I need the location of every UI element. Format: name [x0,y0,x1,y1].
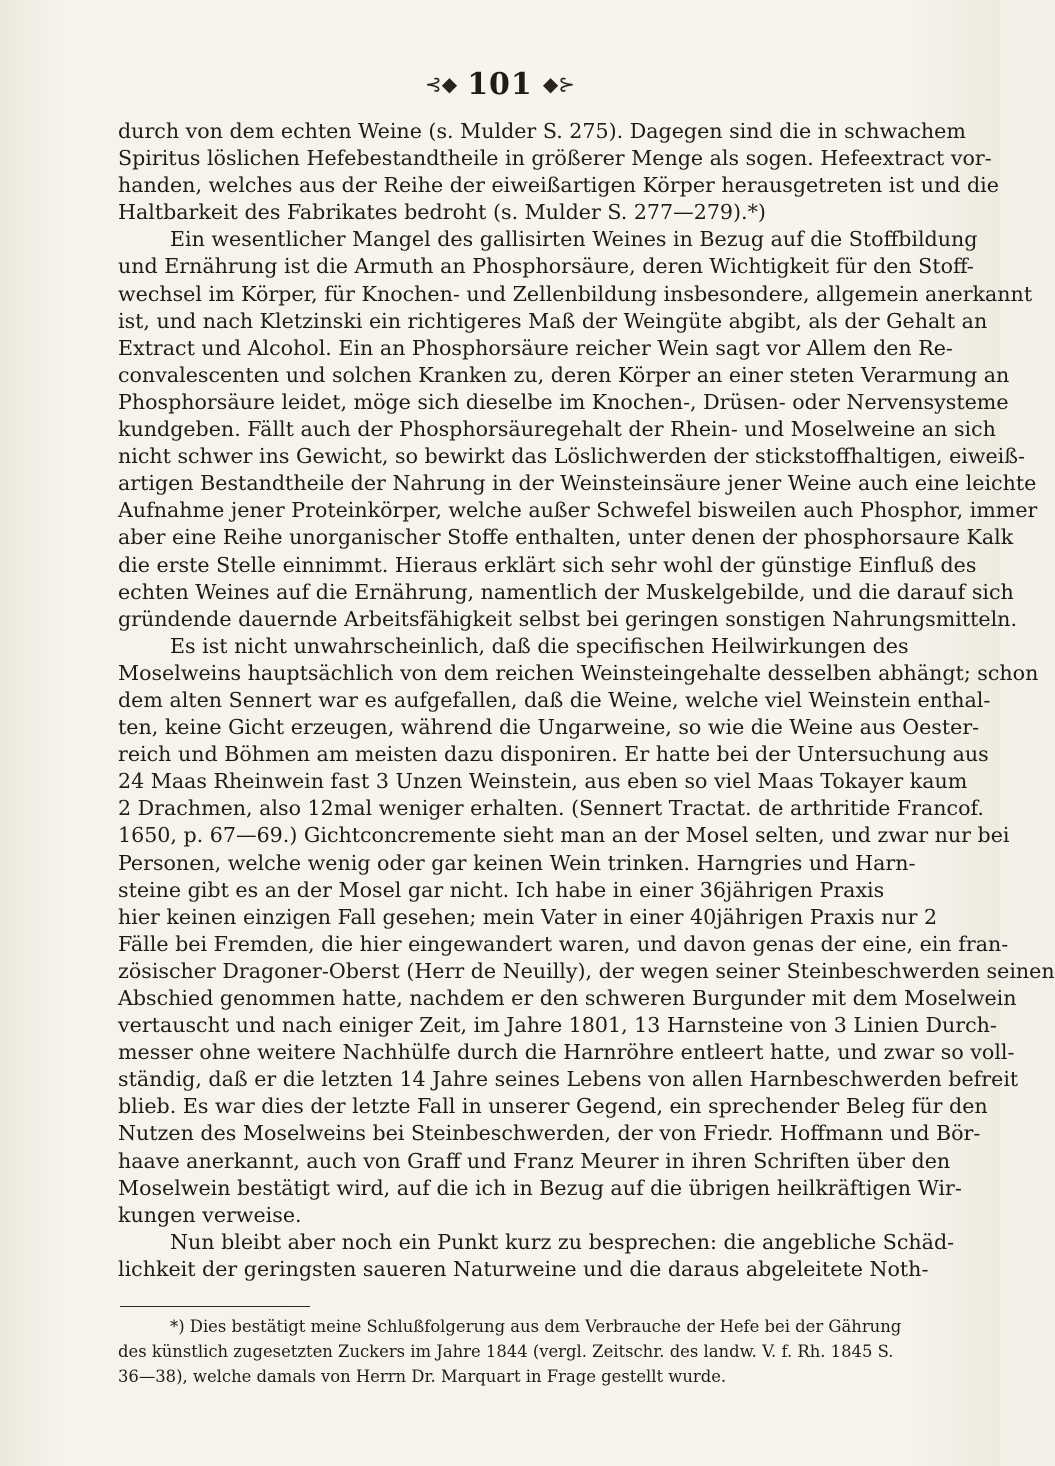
text-line: Abschied genommen hatte, nachdem er den schweren Burgunder mit dem Moselwein [118,986,1017,1010]
page-number: 101 [467,66,533,102]
text-line: 24 Maas Rheinwein fast 3 Unzen Weinstein, aus eben so viel Maas Tokayer kaum [118,769,968,794]
paragraph [118,1229,955,1283]
text-line: nicht schwer ins Gewicht, so bewirkt das Löslichwerden der stickstoffhaltigen, eiweiß- [118,444,1025,469]
paragraph [118,226,1038,632]
footnote [118,1314,902,1389]
paragraph [118,118,999,226]
text-line: Moselwein bestätigt wird, auf die ich in Bezug auf die übrigen heilkräftigen Wir- [118,1175,962,1200]
text-line: Fälle bei Fremden, die hier eingewandert waren, und davon genas der eine, ein fran- [118,931,1009,956]
text-line: convalescenten und solchen Kranken zu, deren Körper an einer steten Verarmung an [118,362,1010,387]
paragraph [118,633,1055,1229]
ornament-left-icon: ⊰◆ [425,72,458,96]
footnote-line: des künstlich zugesetzten Zuckers im Jahre 1844 (vergl. Zeitschr. des landw. V. f. Rh. 1845 S. [118,1342,894,1361]
text-line: durch von dem echten Weine (s. Mulder S. 275). Dagegen sind die in schwachem [118,119,966,143]
text-line: die erste Stelle einnimmt. Hieraus erklärt sich sehr wohl der günstige Einfluß des [118,552,977,577]
text-line: ten, keine Gicht erzeugen, während die Ungarweine, so wie die Weine aus Oester- [118,715,980,740]
text-line: steine gibt es an der Mosel gar nicht. Ich habe in einer 36jährigen Praxis [118,877,885,902]
text-line: Moselweins hauptsächlich von dem reichen Weinsteingehalte desselben abhängt; schon [118,660,1039,685]
text-line: Aufnahme jener Proteinkörper, welche außer Schwefel bisweilen auch Phosphor, immer [118,498,1038,523]
text-line: dem alten Sennert war es aufgefallen, daß die Weine, welche viel Weinstein enthal- [118,687,991,712]
text-line: ständig, daß er die letzten 14 Jahre seines Lebens von allen Harnbeschwerden befreit [118,1067,1019,1092]
text-line: Phosphorsäure leidet, möge sich dieselbe im Knochen-, Drüsen- oder Nervensysteme [118,389,1009,414]
page-header [0,64,1000,104]
text-line: Nun bleibt aber noch ein Punkt kurz zu besprechen: die angebliche Schäd- [170,1229,955,1254]
text-line: lichkeit der geringsten saueren Naturweine und die daraus abgeleitete Noth- [118,1256,929,1281]
text-line: handen, welches aus der Reihe der eiweißartigen Körper herausgetreten ist und die [118,173,999,198]
text-line: hier keinen einzigen Fall gesehen; mein Vater in einer 40jährigen Praxis nur 2 [118,904,938,929]
text-line: 1650, p. 67—69.) Gichtconcremente sieht man an der Mosel selten, und zwar nur bei [118,823,1010,848]
text-line: Haltbarkeit des Fabrikates bedroht (s. Mulder S. 277—279).*) [118,200,766,225]
text-line: 2 Drachmen, also 12mal weniger erhalten. (Sennert Tractat. de arthritide Francof. [118,796,984,821]
text-line: Nutzen des Moselweins bei Steinbeschwerden, der von Friedr. Hoffmann und Bör- [118,1121,981,1146]
ornament-right-icon: ◆⊱ [542,72,575,96]
text-line: reich und Böhmen am meisten dazu disponiren. Er hatte bei der Untersuchung aus [118,742,989,767]
text-line: aber eine Reihe unorganischer Stoffe enthalten, unter denen der phosphorsaure Kalk [118,525,1014,550]
text-line: messer ohne weitere Nachhülfe durch die Harnröhre entleert hatte, und zwar so voll- [118,1040,1015,1065]
text-line: gründende dauernde Arbeitsfähigkeit selbst bei geringen sonstigen Nahrungsmitteln. [118,606,1017,631]
footnote-rule [120,1306,310,1307]
text-line: Es ist nicht unwahrscheinlich, daß die specifischen Heilwirkungen des [170,633,909,658]
text-line: zösischer Dragoner-Oberst (Herr de Neuilly), der wegen seiner Steinbeschwerden seinen [118,958,1055,983]
text-line: kundgeben. Fällt auch der Phosphorsäuregehalt der Rhein- und Moselweine an sich [118,417,996,442]
text-line: artigen Bestandtheile der Nahrung in der Weinsteinsäure jener Weine auch eine leichte [118,471,1037,496]
text-line: Ein wesentlicher Mangel des gallisirten Weines in Bezug auf die Stoffbildung [170,227,978,252]
footnote-line: *) Dies bestätigt meine Schlußfolgerung aus dem Verbrauche der Hefe bei der Gährung [170,1317,902,1336]
text-line: vertauscht und nach einiger Zeit, im Jahre 1801, 13 Harnsteine von 3 Linien Durch- [118,1013,997,1038]
text-line: echten Weines auf die Ernährung, namentlich der Muskelgebilde, und die darauf sich [118,579,1014,604]
text-line: kungen verweise. [118,1202,302,1227]
text-line: blieb. Es war dies der letzte Fall in unserer Gegend, ein sprechender Beleg für den [118,1094,988,1119]
text-line: Extract und Alcohol. Ein an Phosphorsäure reicher Wein sagt vor Allem den Re- [118,335,953,360]
text-line: wechsel im Körper, für Knochen- und Zellenbildung insbesondere, allgemein anerkannt [118,281,1033,306]
text-line: und Ernährung ist die Armuth an Phosphorsäure, deren Wichtigkeit für den Stoff- [118,254,974,279]
footnote-line: 36—38), welche damals von Herrn Dr. Marquart in Frage gestellt wurde. [118,1367,727,1386]
text-line: haave anerkannt, auch von Graff und Franz Meurer in ihren Schriften über den [118,1148,951,1173]
text-line: Spiritus löslichen Hefebestandtheile in größerer Menge als sogen. Hefeextract vor- [118,146,992,171]
body-text [118,118,1055,1283]
text-line: ist, und nach Kletzinski ein richtigeres Maß der Weingüte abgibt, als der Gehalt an [118,308,988,333]
text-line: Personen, welche wenig oder gar keinen Wein trinken. Harngries und Harn- [118,850,916,875]
